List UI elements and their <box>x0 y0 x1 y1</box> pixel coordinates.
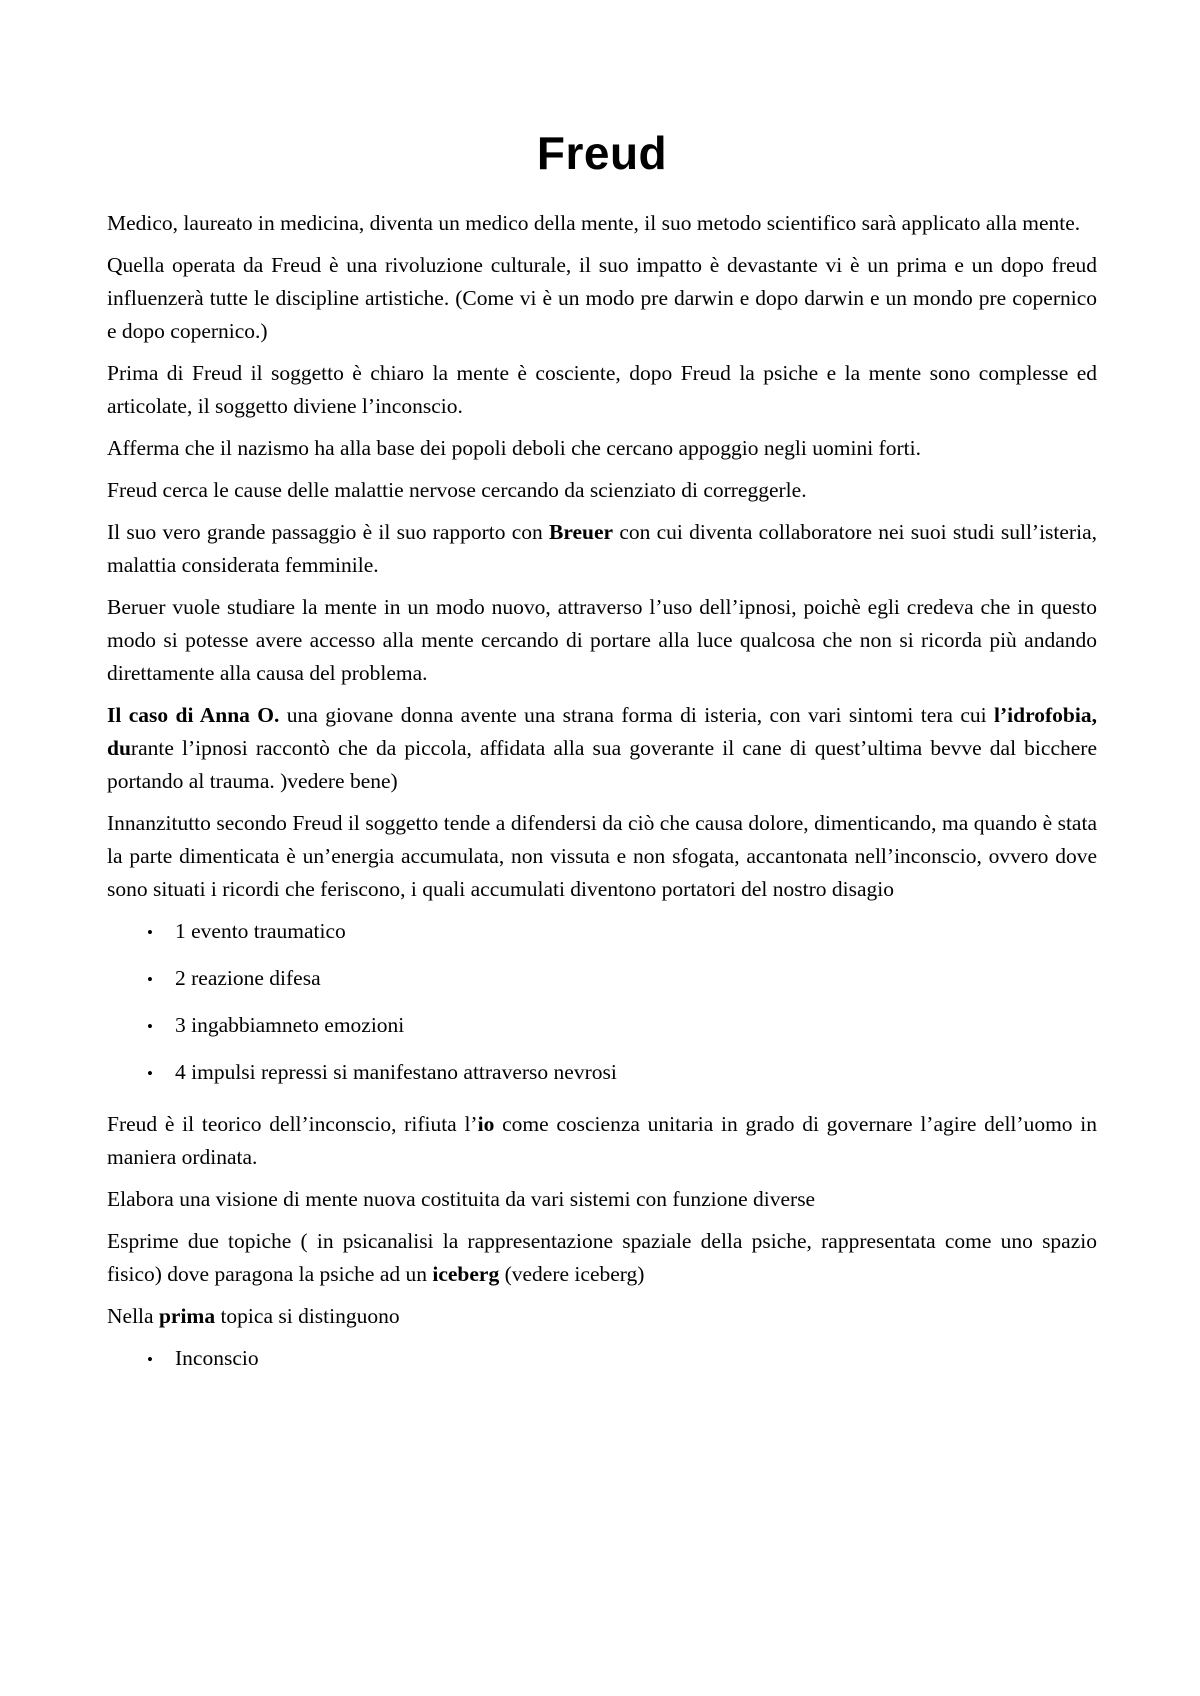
paragraph-visione-mente: Elabora una visione di mente nuova costituita da vari sistemi con funzione diverse <box>107 1187 816 1211</box>
paragraph-difesa-inconscio: Innanzitutto secondo Freud il soggetto tende a difendersi da ciò che causa dolore, dimenticando, ma quando è stata la parte dimenticata è un’energia accumulata, non vissuta e non sfogata, accantonata nell’inconscio, ovvero dove sono situati i ricordi che feriscono, i quali accumulati diventono portatori del nostro disagio <box>107 811 1097 901</box>
paragraph-breuer: Il suo vero grande passaggio è il suo rapporto con Breuer con cui diventa collaboratore nei suoi studi sull’isteria, malattia considerata femminile. <box>107 520 1097 577</box>
paragraph-prima-di-freud: Prima di Freud il soggetto è chiaro la mente è cosciente, dopo Freud la psiche e la mente sono complesse ed articolate, il soggetto diviene l’inconscio. <box>107 361 1097 418</box>
paragraph-due-topiche: Esprime due topiche ( in psicanalisi la rappresentazione spaziale della psiche, rappresentata come uno spazio fisico) dove paragona la psiche ad un iceberg (vedere iceberg) <box>107 1229 1097 1286</box>
paragraph-teorico-inconscio: Freud è il teorico dell’inconscio, rifiuta l’io come coscienza unitaria in grado di governare l’agire dell’uomo in maniera ordinata. <box>107 1112 1097 1169</box>
paragraph-nazismo: Afferma che il nazismo ha alla base dei popoli deboli che cercano appoggio negli uomini forti. <box>107 436 921 460</box>
prima-topica-list <box>107 1342 1097 1375</box>
trauma-steps-list <box>107 915 1097 1089</box>
paragraph-malattie-nervose: Freud cerca le cause delle malattie nervose cercando da scienziato di correggerle. <box>107 478 807 502</box>
paragraph-anna-o: Il caso di Anna O. una giovane donna avente una strana forma di isteria, con vari sintomi tera cui l’idrofobia, durante l’ipnosi raccontò che da piccola, affidata alla sua goverante il cane di quest’ultima bevve dal bicchere portando al trauma. )vedere bene) <box>107 703 1097 793</box>
list-item-impulsi-repressi: • 4 impulsi repressi si manifestano attraverso nevrosi <box>175 1056 1097 1089</box>
document-title: Freud <box>536 127 668 179</box>
paragraph-medico: Medico, laureato in medicina, diventa un medico della mente, il suo metodo scientifico sarà applicato alla mente. <box>107 211 1081 235</box>
paragraph-rivoluzione-culturale: Quella operata da Freud è una rivoluzione culturale, il suo impatto è devastante vi è un prima e un dopo freud influenzerà tutte le discipline artistiche. (Come vi è un modo pre darwin e dopo darwin e un mondo pre copernico e dopo copernico.) <box>107 253 1097 343</box>
list-item-inconscio: • Inconscio <box>175 1342 1097 1375</box>
paragraph-prima-topica: Nella prima topica si distinguono <box>107 1304 400 1328</box>
list-item-evento-traumatico: • 1 evento traumatico <box>175 915 1097 948</box>
paragraph-ipnosi: Beruer vuole studiare la mente in un modo nuovo, attraverso l’uso dell’ipnosi, poichè egli credeva che in questo modo si potesse avere accesso alla mente cercando di portare alla luce qualcosa che non si ricorda più andando direttamente alla causa del problema. <box>107 595 1097 685</box>
list-item-ingabbiamento-emozioni: • 3 ingabbiamneto emozioni <box>175 1009 1097 1042</box>
list-item-reazione-difesa: • 2 reazione difesa <box>175 962 1097 995</box>
